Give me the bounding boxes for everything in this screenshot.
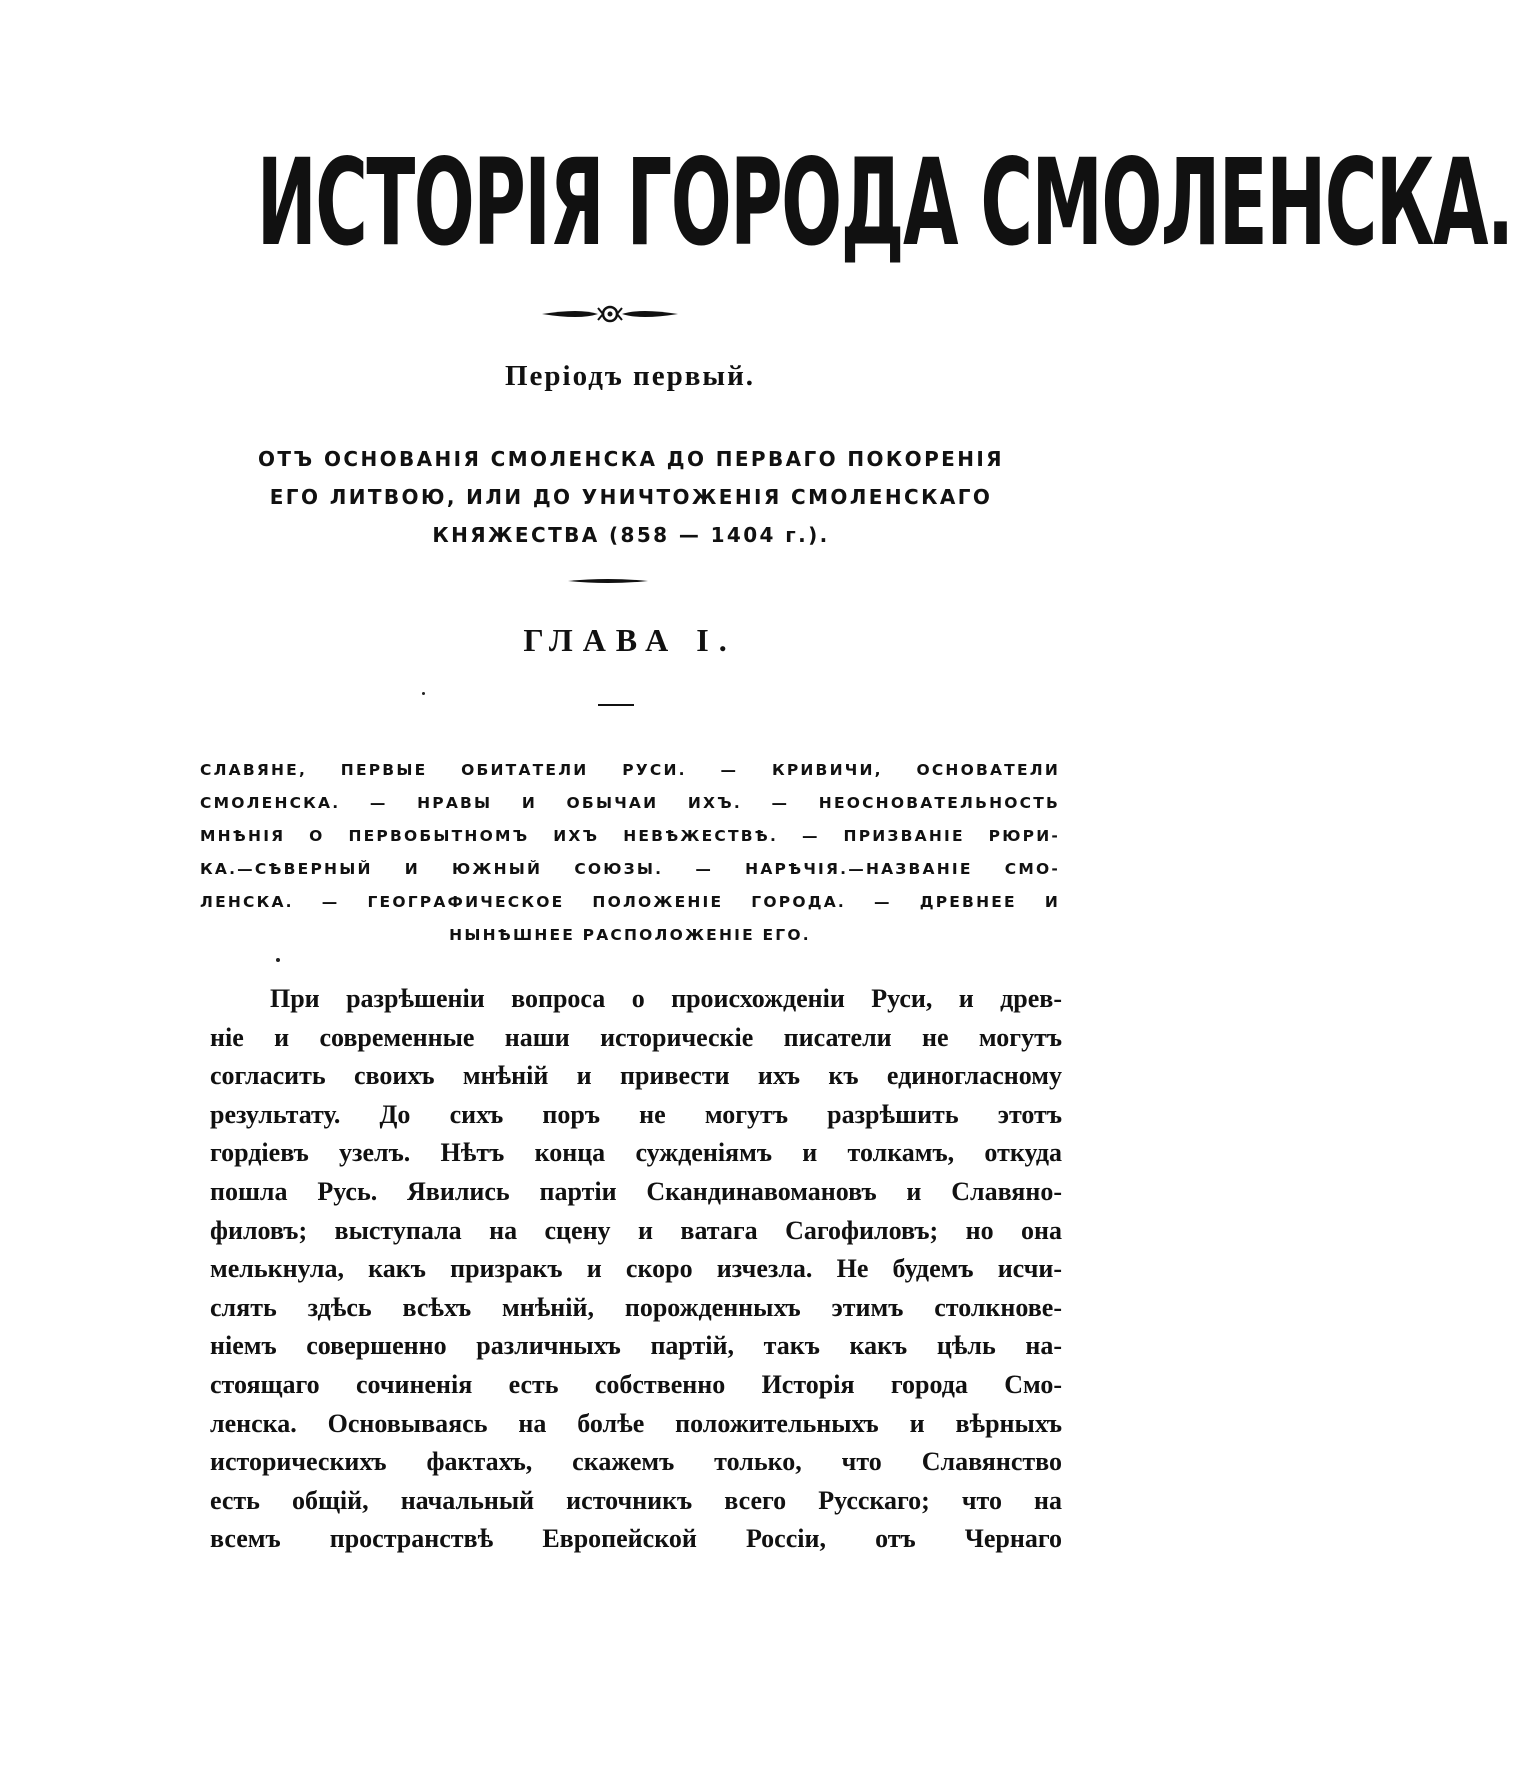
chapter-summary [200,754,1060,952]
body-line: гордіевъ узелъ. Нѣтъ конца сужденіямъ и толкамъ, откуда [210,1138,1062,1168]
body-line: согласить своихъ мнѣній и привести ихъ къ единогласному [210,1061,1062,1091]
print-speck [276,958,280,962]
body-line: ніемъ совершенно различныхъ партій, такъ какъ цѣль на- [210,1331,1062,1361]
summary-line: НЫНѢШНЕЕ РАСПОЛОЖЕНІЕ ЕГО. [449,926,811,944]
period-heading: Періодъ первый. [504,360,756,392]
swelled-rule [568,578,648,584]
summary-line: МНѢНІЯ О ПЕРВОБЫТНОМЪ ИХЪ НЕВѢЖЕСТВѢ. — ПРИЗВАНІЕ РЮРИ- [200,827,1060,845]
body-line: есть общій, начальный источникъ всего Русскаго; что на [210,1485,1062,1515]
period-subtitle [186,440,1076,554]
body-line: результату. До сихъ поръ не могутъ разрѣшить этотъ [210,1099,1062,1129]
print-speck [422,692,425,695]
body-line: стоящаго сочиненія есть собственно Исторія города Смо- [210,1369,1062,1399]
body-line: филовъ; выступала на сцену и ватага Сагофиловъ; но она [210,1215,1062,1245]
subtitle-line: ЕГО ЛИТВОЮ, ИЛИ ДО УНИЧТОЖЕНІЯ СМОЛЕНСКАГО [269,485,993,509]
body-line: ленска. Основываясь на болѣе положительныхъ и вѣрныхъ [210,1408,1062,1438]
body-line: пошла Русь. Явились партіи Скандинавомановъ и Славяно- [210,1176,1062,1206]
ornament-divider [540,300,680,328]
body-line: историческихъ фактахъ, скажемъ только, что Славянство [210,1447,1062,1477]
body-line: ніе и современные наши историческіе писатели не могутъ [210,1022,1062,1052]
summary-line: ЛЕНСКА. — ГЕОГРАФИЧЕСКОЕ ПОЛОЖЕНІЕ ГОРОДА. — ДРЕВНЕЕ И [200,893,1060,911]
body-line: всемъ пространствѣ Европейской Россіи, отъ Чернаго [210,1524,1062,1554]
chapter-heading: ГЛАВА I. [523,622,737,658]
body-text [210,980,1062,1559]
short-rule [598,704,634,706]
body-line: мелькнула, какъ призракъ и скоро изчезла. Не будемъ исчи- [210,1254,1062,1284]
summary-line: СМОЛЕНСКА. — НРАВЫ И ОБЫЧАИ ИХЪ. — НЕОСНОВАТЕЛЬНОСТЬ [200,794,1060,812]
summary-line: СЛАВЯНЕ, ПЕРВЫЕ ОБИТАТЕЛИ РУСИ. — КРИВИЧИ, ОСНОВАТЕЛИ [200,761,1060,779]
subtitle-line: КНЯЖЕСТВА (858 — 1404 г.). [432,523,830,547]
subtitle-line: ОТЪ ОСНОВАНІЯ СМОЛЕНСКА ДО ПЕРВАГО ПОКОРЕНІЯ [257,447,1004,471]
page-title: ИСТОРІЯ ГОРОДА СМОЛЕНСКА. [256,133,1513,273]
body-line: При разрѣшеніи вопроса о происхожденіи Руси, и древ- [270,984,1062,1013]
body-line: слять здѣсь всѣхъ мнѣній, порожденныхъ этимъ столкнове- [210,1292,1062,1322]
summary-line: КА.—СѢВЕРНЫЙ И ЮЖНЫЙ СОЮЗЫ. — НАРѢЧІЯ.—НАЗВАНІЕ СМО- [200,860,1060,878]
